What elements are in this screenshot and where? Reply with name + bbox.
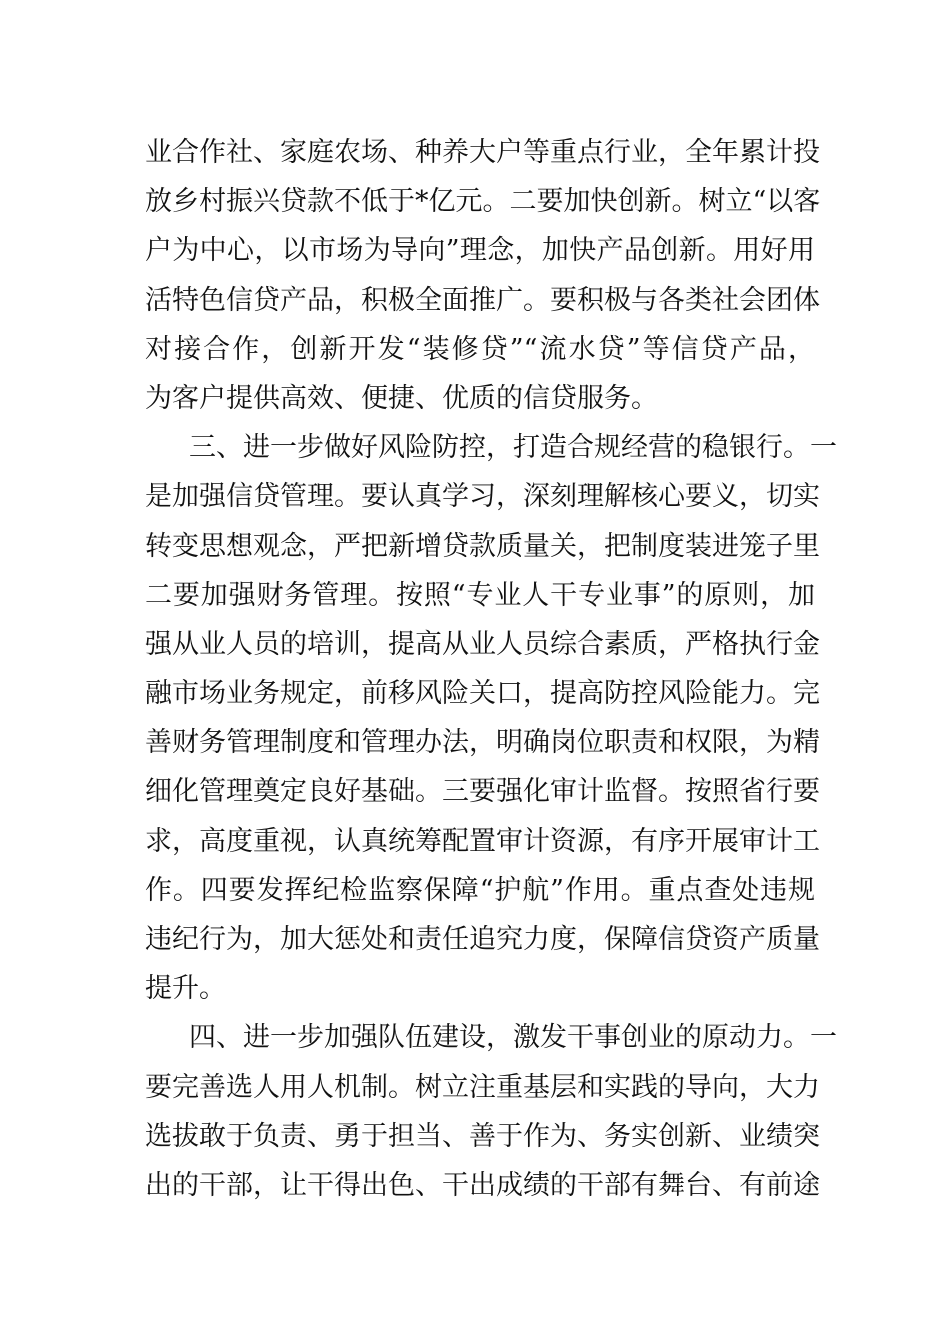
paragraph-heading-line: 四、进一步加强队伍建设，激发干事创业的原动力。一 — [189, 1022, 837, 1054]
text-line: 户为中心，以市场为导向”理念，加快产品创新。用好用 — [145, 235, 815, 267]
text-line: 转变思想观念，严把新增贷款质量关，把制度装进笼子里 — [145, 530, 820, 562]
text-line: 融市场业务规定，前移风险关口，提高防控风险能力。完 — [145, 678, 820, 710]
text-line: 违纪行为，加大惩处和责任追究力度，保障信贷资产质量 — [145, 924, 820, 955]
text-line: 选拔敢于负责、勇于担当、善于作为、务实创新、业绩突 — [145, 1120, 820, 1152]
text-line: 作。四要发挥纪检监察保障“护航”作用。重点查处违规 — [145, 874, 815, 906]
text-line: 提升。 — [145, 973, 226, 1005]
text-line: 要完善选人用人机制。树立注重基层和实践的导向，大力 — [145, 1071, 820, 1103]
text-line: 细化管理奠定良好基础。三要强化审计监督。按照省行要 — [145, 776, 820, 808]
text-line: 为客户提供高效、便捷、优质的信贷服务。 — [145, 382, 658, 414]
text-line: 强从业人员的培训，提高从业人员综合素质，严格执行金 — [145, 628, 820, 660]
text-line: 放乡村振兴贷款不低于*亿元。二要加快创新。树立“以客 — [145, 186, 821, 218]
text-line: 活特色信贷产品，积极全面推广。要积极与各类社会团体 — [145, 284, 820, 316]
text-line: 求，高度重视，认真统筹配置审计资源，有序开展审计工 — [145, 825, 820, 857]
text-line: 是加强信贷管理。要认真学习，深刻理解核心要义，切实 — [145, 481, 820, 513]
text-line: 业合作社、家庭农场、种养大户等重点行业，全年累计投 — [145, 137, 820, 168]
text-line: 善财务管理制度和管理办法，明确岗位职责和权限，为精 — [145, 727, 820, 759]
document-body — [145, 128, 837, 1210]
text-line: 对接合作，创新开发“装修贷”“流水贷”等信贷产品， — [145, 333, 815, 365]
text-line: 二要加强财务管理。按照“专业人干专业事”的原则，加 — [145, 579, 815, 611]
text-line: 出的干部，让干得出色、干出成绩的干部有舞台、有前途 — [145, 1169, 820, 1201]
paragraph-heading-line: 三、进一步做好风险防控，打造合规经营的稳银行。一 — [189, 432, 837, 464]
